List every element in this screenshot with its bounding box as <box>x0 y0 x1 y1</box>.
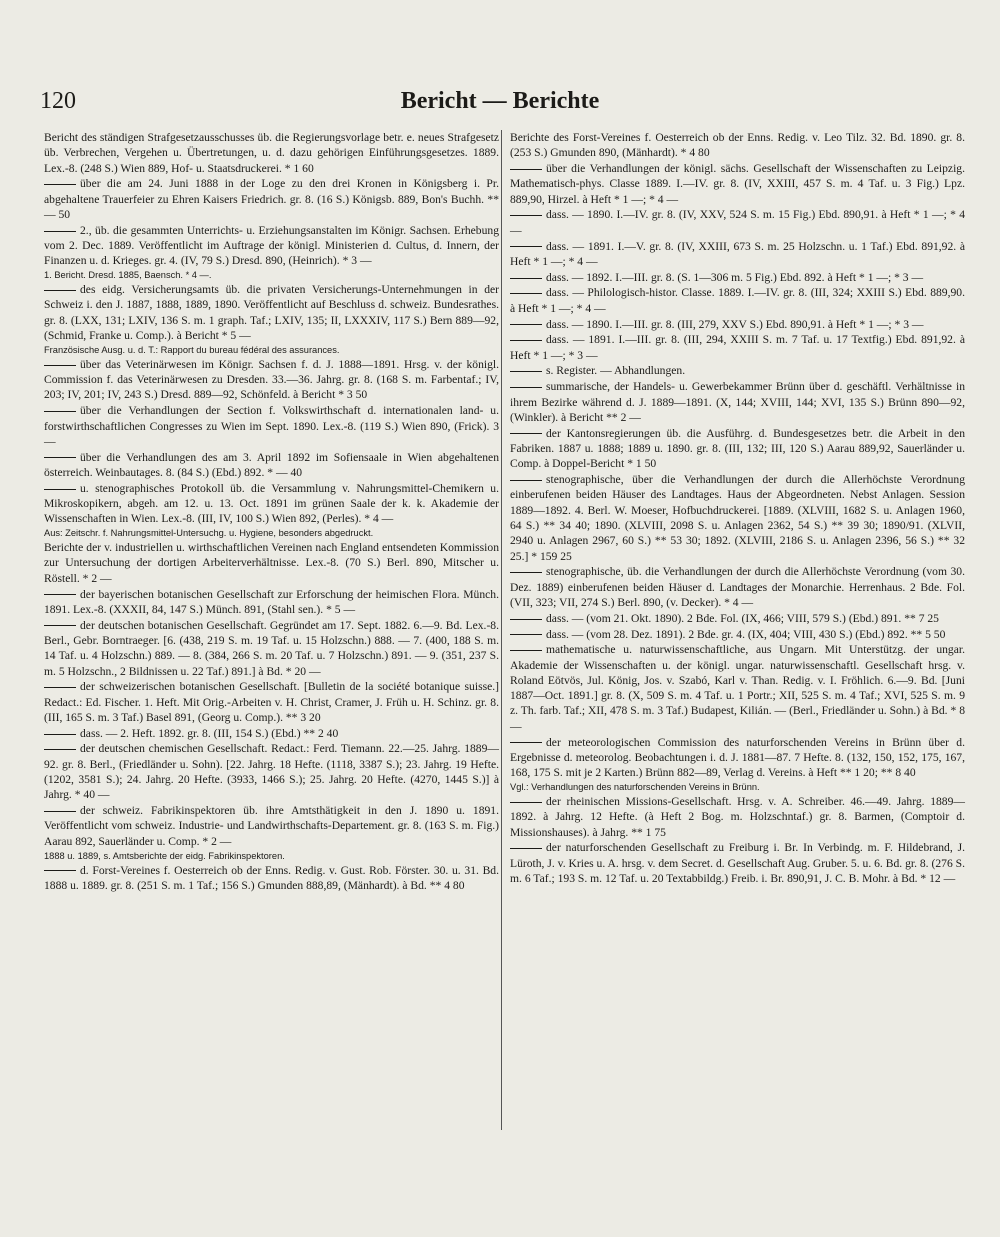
bibliographic-entry <box>44 357 499 403</box>
bibliographic-entry <box>510 794 965 840</box>
repeat-dash <box>44 457 76 458</box>
entry-text: über die Verhandlungen der königl. sächs. Gesellschaft der Wissenschaften zu Leipzig. Mathematisch-phys. Classe 1889. I.—IV. gr. 8. (IV, XXIII, 457 S. m. 4 Taf. u. 3 Fig.) Lpz. 889,90, Hirzel. à Heft * 1 —; * 4 — <box>510 162 965 206</box>
column-divider <box>501 130 502 1130</box>
bibliographic-entry <box>510 611 965 626</box>
repeat-dash <box>510 324 542 325</box>
bibliographic-note <box>510 781 965 793</box>
entry-text: dass. — (vom 28. Dez. 1891). 2 Bde. gr. 4. (IX, 404; VIII, 430 S.) (Ebd.) 892. ** 5 50 <box>546 627 946 641</box>
repeat-dash <box>44 734 76 735</box>
entry-text: Bericht des ständigen Strafgesetzausschusses üb. die Regierungsvorlage betr. e. neues Strafgesetz üb. Verbrechen, Vergehen u. Übertretungen, u. d. dazu gehörigen Einführungsgesetzes. 1889. Lex.-8. (248 S.) Wien 889, Hof- u. Staatsdruckerei. * 1 60 <box>44 131 499 175</box>
entry-text: über die am 24. Juni 1888 in der Loge zu den drei Kronen in Königsberg i. Pr. abgehaltene Trauerfeier zu Ehren Kaisers Friedrich. gr. 8. (16 S.) Königsb. 889, Bon's Buchh. ** — 50 <box>44 177 499 221</box>
repeat-dash <box>44 489 76 490</box>
entry-text: der naturforschenden Gesellschaft zu Freiburg i. Br. In Verbindg. m. F. Hildebrand, J. Lüroth, J. v. Kries u. A. hrsg. v. dem Secret. d. Gesellschaft Aug. Gruber. 5. u. 6. Bd. gr. 8. (276 S. m. 6 Taf.; 193 S. m. 12 Taf. u. 20 Textabbildg.) Freib. i. Br. 890,91, J. C. B. Mohr. à Bd. * 12 — <box>510 841 965 885</box>
bibliographic-entry <box>510 130 965 161</box>
repeat-dash <box>44 231 76 232</box>
left-column <box>44 130 499 894</box>
repeat-dash <box>510 480 542 481</box>
repeat-dash <box>510 387 542 388</box>
entry-text: dass. — 1891. I.—III. gr. 8. (III, 294, XXIII S. m. 7 Taf. u. 17 Textfig.) Ebd. 891,92. à Heft * 1 —; * 3 — <box>510 333 965 362</box>
bibliographic-note <box>44 269 499 281</box>
bibliographic-note <box>44 527 499 539</box>
repeat-dash <box>510 293 542 294</box>
repeat-dash <box>510 169 542 170</box>
bibliographic-entry <box>510 161 965 207</box>
bibliographic-entry <box>510 239 965 270</box>
bibliographic-entry <box>44 450 499 481</box>
entry-text: über die Verhandlungen der Section f. Volkswirthschaft d. internationalen land- u. forstwirthschaftlichen Congresses zu Wien im Sept. 1890. Lex.-8. (119 S.) Wien 890, (Frick). 3 — <box>44 404 499 448</box>
repeat-dash <box>510 634 542 635</box>
entry-text: der schweizerischen botanischen Gesellschaft. [Bulletin de la société botanique suisse.] Redact.: Ed. Fischer. 1. Heft. Mit Orig.-Arbeiten v. H. Christ, Cramer, J. Früh u. H. Schinz. gr. 8. (III, 165 S. m. 3 Taf.) Basel 891, (Georg u. Comp.). ** 3 20 <box>44 680 499 724</box>
repeat-dash <box>44 625 76 626</box>
repeat-dash <box>44 687 76 688</box>
entry-text: Berichte des Forst-Vereines f. Oesterreich ob der Enns. Redig. v. Leo Tilz. 32. Bd. 1890. gr. 8. (253 S.) Gmunden 890, (Mänhardt). * 4 80 <box>510 131 965 160</box>
repeat-dash <box>510 742 542 743</box>
repeat-dash <box>510 802 542 803</box>
bibliographic-entry <box>510 627 965 642</box>
entry-text: Aus: Zeitschr. f. Nahrungsmittel-Untersuchg. u. Hygiene, besonders abgedruckt. <box>44 528 374 539</box>
entry-text: stenographische, üb. die Verhandlungen der durch die Allerhöchste Verordnung (vom 30. Dez. 1889) einberufenen beiden Häuser d. Landtages der Monarchie. Herrenhaus. 2 Bde. Fol. (VII, 323; VII, 274 S.) Berl. 890, (v. Decker). * 4 — <box>510 565 965 609</box>
bibliographic-entry <box>44 282 499 343</box>
entry-text: der deutschen botanischen Gesellschaft. Gegründet am 17. Sept. 1882. 6.—9. Bd. Lex.-8. Berl., Gebr. Borntraeger. [6. (438, 219 S. m. 19 Taf. u. 15 Holzschn.) 888. — 7. (400, 188 S. m. 14 Taf. u. 4 Holzschn.) 889. — 8. (384, 266 S. m. 20 Taf. u. 7 Holzschn.) 891. — 9. (351, 237 S. m. 5 Holzschn., 2 Bildnissen u. 22 Taf.) 891.] à Bd. * 20 — <box>44 618 499 678</box>
repeat-dash <box>44 870 76 871</box>
entry-text: 1888 u. 1889, s. Amtsberichte der eidg. Fabrikinspektoren. <box>44 850 285 861</box>
repeat-dash <box>510 215 542 216</box>
bibliographic-entry <box>44 803 499 849</box>
bibliographic-entry <box>44 223 499 269</box>
bibliographic-entry <box>510 270 965 285</box>
entry-text: der bayerischen botanischen Gesellschaft zur Erforschung der heimischen Flora. Münch. 1891. Lex.-8. (XXXII, 84, 147 S.) Münch. 891, (Stahl sen.). * 5 — <box>44 587 499 616</box>
bibliographic-entry <box>44 540 499 586</box>
entry-text: Vgl.: Verhandlungen des naturforschenden Vereins in Brünn. <box>510 781 760 792</box>
repeat-dash <box>510 848 542 849</box>
bibliographic-entry <box>510 735 965 781</box>
entry-text: dass. — 1890. I.—IV. gr. 8. (IV, XXV, 524 S. m. 15 Fig.) Ebd. 890,91. à Heft * 1 —; * 4 — <box>510 208 965 237</box>
repeat-dash <box>44 365 76 366</box>
entry-text: summarische, der Handels- u. Gewerbekammer Brünn über d. geschäftl. Verhältnisse in ihrem Bezirke während d. J. 1889—1891. (X, 144; XVIII, 144; XVI, 135 S.) Brünn 890—92, (Winkler). à Bericht ** 2 — <box>510 380 965 424</box>
bibliographic-entry <box>510 472 965 564</box>
repeat-dash <box>44 184 76 185</box>
bibliographic-entry <box>510 207 965 238</box>
entry-text: d. Forst-Vereines f. Oesterreich ob der Enns. Redig. v. Gust. Rob. Förster. 30. u. 31. Bd. 1888 u. 1889. gr. 8. (251 S. m. 1 Taf.; 156 S.) Gmunden 888,89, (Mänhardt). à Bd. ** 4 80 <box>44 863 499 892</box>
repeat-dash <box>510 278 542 279</box>
entry-text: dass. — 1890. I.—III. gr. 8. (III, 279, XXV S.) Ebd. 890,91. à Heft * 1 —; * 3 — <box>546 317 924 331</box>
bibliographic-entry <box>44 176 499 222</box>
repeat-dash <box>510 619 542 620</box>
entry-text: Berichte der v. industriellen u. wirthschaftlichen Vereinen nach England entsendeten Kommission zur Untersuchung der dortigen Arbeiterverhältnisse. Lex.-8. (70 S.) Berl. 890, Mitscher u. Röstell. * 2 — <box>44 541 499 585</box>
entry-text: stenographische, über die Verhandlungen der durch die Allerhöchste Verordnung einberufenen beiden Häuser des Landtages. Haus der Abgeordneten. Nebst Anlagen. Session 1889—1892. 4. Berl. W. Moeser, Hofbuchdruckerei. [1889. (XLVIII, 1682 S. u. Anlagen 1960, 64 S.) ** 34 40; 1890. (XLVIII, 2098 S. u. Anlagen 2362, 54 S.) ** 39 30; 1890/91. (XLVII, 2940 u. Anlagen 2967, 60 S.) ** 53 30; 1892. (XLVIII, 2186 S. u. Anlagen 2396, 56 S.) ** 32 25.] * 159 25 <box>510 473 965 563</box>
entry-text: 1. Bericht. Dresd. 1885, Baensch. * 4 —. <box>44 270 212 281</box>
bibliographic-entry <box>44 726 499 741</box>
repeat-dash <box>510 650 542 651</box>
bibliographic-entry <box>44 741 499 802</box>
entry-text: der schweiz. Fabrikinspektoren üb. ihre Amtsthätigkeit in den J. 1890 u. 1891. Veröffentlicht vom schweiz. Industrie- und Landwirthschafts-Departement. gr. 8. (163 S. m. Fig.) Aarau 892, Sauerländer u. Comp. * 2 — <box>44 804 499 848</box>
bibliographic-entry <box>510 363 965 378</box>
right-column <box>510 130 965 887</box>
entry-text: der deutschen chemischen Gesellschaft. Redact.: Ferd. Tiemann. 22.—25. Jahrg. 1889—92. gr. 8. Berl., (Friedländer u. Sohn). [22. Jahrg. 18 Hefte. (1118, 3387 S.); 23. Jahrg. 19 Hefte. (1202, 3581 S.); 24. Jahrg. 20 Hefte. (3933, 1466 S.); 25. Jahrg. 20 Hefte. (4270, 1445 S.)] à Jahrg. * 40 — <box>44 742 499 802</box>
bibliographic-entry <box>44 679 499 725</box>
bibliographic-entry <box>44 481 499 527</box>
entry-text: der Kantonsregierungen üb. die Ausführg. d. Bundesgesetzes betr. die Arbeit in den Fabriken. 1887 u. 1888; 1889 u. 1890. gr. 8. (III, 132; III, 120 S.) Aarau 889,92, Sauerländer u. Comp. à Doppel-Bericht * 1 50 <box>510 426 965 471</box>
entry-text: über die Verhandlungen des am 3. April 1892 im Sofiensaale in Wien abgehaltenen österreich. Weinbautages. 8. (84 S.) (Ebd.) 892. * — 40 <box>44 450 499 479</box>
repeat-dash <box>510 572 542 573</box>
entry-text: s. Register. — Abhandlungen. <box>546 364 686 378</box>
entry-text: dass. — 1892. I.—III. gr. 8. (S. 1—306 m. 5 Fig.) Ebd. 892. à Heft * 1 —; * 3 — <box>546 270 924 284</box>
bibliographic-entry <box>510 426 965 472</box>
repeat-dash <box>44 749 76 750</box>
bibliographic-note <box>44 850 499 862</box>
entry-text: der meteorologischen Commission des naturforschenden Vereins in Brünn über d. Ergebnisse d. meteorolog. Beobachtungen i. d. J. 1881—87. 7 Hefte. 8. (132, 150, 152, 175, 167, 168, 175 S. mit je 2 Karten.) Brünn 882—89, Verlag d. Vereins. à Heft ** 1 20; ** 8 40 <box>510 735 965 780</box>
bibliographic-entry <box>44 587 499 618</box>
entry-text: dass. — (vom 21. Okt. 1890). 2 Bde. Fol. (IX, 466; VIII, 579 S.) (Ebd.) 891. ** 7 25 <box>546 611 939 625</box>
bibliographic-entry <box>510 317 965 332</box>
entry-text: dass. — 1891. I.—V. gr. 8. (IV, XXIII, 673 S. m. 25 Holzschn. u. 1 Taf.) Ebd. 891,92. à Heft * 1 —; * 4 — <box>510 239 965 268</box>
entry-text: des eidg. Versicherungsamts üb. die privaten Versicherungs-Unternehmungen in der Schweiz i. den J. 1887, 1888, 1889, 1890. Veröffentlicht auf Beschluss d. schweiz. Bundesrathes. gr. 8. (LXX, 131; LXIV, 136 S. m. 1 graph. Taf.; LXIV, 135; II, LXXXIV, 117 S.) Bern 889—92, (Schmid, Franke u. Comp.). à Bericht * 5 — <box>44 283 499 343</box>
bibliographic-entry <box>510 379 965 425</box>
repeat-dash <box>44 290 76 291</box>
bibliographic-entry <box>44 863 499 894</box>
entry-text: über das Veterinärwesen im Königr. Sachsen f. d. J. 1888—1891. Hrsg. v. der königl. Commission f. das Veterinärwesen zu Dresden. 33.—36. Jahrg. gr. 8. (168 S. m. Farbentaf.; IV, 203; IV, 201; IV, 243 S.) Dresd. 889—92, Schönfeld. à Bericht * 3 50 <box>44 357 499 402</box>
bibliographic-entry <box>44 618 499 679</box>
bibliographic-entry <box>44 130 499 176</box>
bibliographic-entry <box>510 840 965 886</box>
repeat-dash <box>44 594 76 595</box>
bibliographic-entry <box>44 403 499 449</box>
entry-text: 2., üb. die gesammten Unterrichts- u. Erziehungsanstalten im Königr. Sachsen. Erhebung vom 2. Dec. 1889. Veröffentlicht im Auftrage der königl. Ministerien d. Cultus, d. Innern, der Finanzen u. d. Krieges. gr. 4. (IV, 79 S.) Dresd. 890, (Heinrich). * 3 — <box>44 223 499 268</box>
bibliographic-entry <box>510 564 965 610</box>
page-number: 120 <box>40 88 76 114</box>
entry-text: mathematische u. naturwissenschaftliche, aus Ungarn. Mit Unterstützg. der ungar. Akademie der Wissenschaften u. der königl. ungar. naturwissenschaftl. Gesellschaft hrsg. v. Roland Eötvös, Jul. König, Jos. v. Szabó, Karl v. Than. Redig. v. I. Fröhlich. 6.—9. Bd. [Juni 1887—Oct. 1891.] gr. 8. (X, 509 S. m. 4 Taf. u. 1 Portr.; XII, 525 S. m. 4 Taf.; XVI, 525 S. m. 9 z. Th. farb. Taf.; XII, 478 S. m. 3 Taf.) Budapest, Kilián. — (Berl., Friedländer u. Sohn.) à Bd. * 8 — <box>510 643 965 733</box>
repeat-dash <box>44 411 76 412</box>
bibliographic-note <box>44 344 499 356</box>
entry-text: Französische Ausg. u. d. T.: Rapport du bureau fédéral des assurances. <box>44 344 340 355</box>
repeat-dash <box>510 340 542 341</box>
repeat-dash <box>510 371 542 372</box>
repeat-dash <box>510 246 542 247</box>
repeat-dash <box>44 811 76 812</box>
bibliographic-entry <box>510 285 965 316</box>
running-title: Bericht — Berichte <box>400 88 600 114</box>
entry-text: u. stenographisches Protokoll üb. die Versammlung v. Nahrungsmittel-Chemikern u. Mikroskopikern, abgeh. am 12. u. 13. Oct. 1891 im grünen Saale der k. k. Akademie der Wissenschaften in Wien. Lex.-8. (III, IV, 100 S.) Wien 892, (Perles). * 4 — <box>44 481 499 526</box>
entry-text: dass. — 2. Heft. 1892. gr. 8. (III, 154 S.) (Ebd.) ** 2 40 <box>80 726 339 740</box>
bibliographic-entry <box>510 332 965 363</box>
entry-text: dass. — Philologisch-histor. Classe. 1889. I.—IV. gr. 8. (III, 324; XXIII S.) Ebd. 889,90. à Heft * 1 —; * 4 — <box>510 286 965 315</box>
entry-text: der rheinischen Missions-Gesellschaft. Hrsg. v. A. Schreiber. 46.—49. Jahrg. 1889—1892. à Jahrg. 12 Hefte. (à Heft 2 Bog. m. Holzschntaf.) gr. 8. Barmen, (Comptoir d. Missionshauses). à Jahrg. ** 1 75 <box>510 794 965 839</box>
repeat-dash <box>510 433 542 434</box>
bibliographic-entry <box>510 642 965 734</box>
